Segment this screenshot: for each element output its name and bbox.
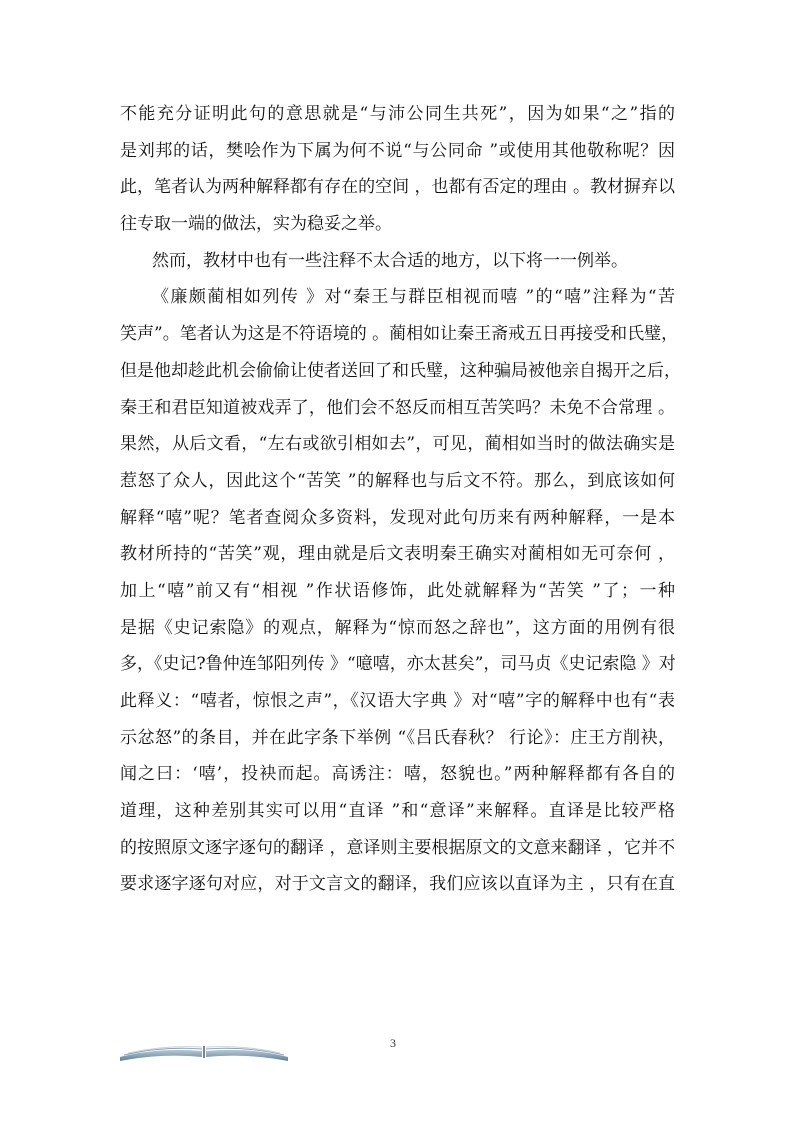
text-line: 教材所持的“苦笑”观，理由就是后文表明秦王确实对蔺相如无可奈何 ， bbox=[120, 544, 675, 565]
text-line: 《廉颇蔺相如列传 》对“秦王与群臣相视而嘻 ”的“嘻”注释为“苦 bbox=[152, 287, 675, 308]
text-line: 此，笔者认为两种解释都有存在的空间 ，也都有否定的理由 。教材摒弃以 bbox=[120, 177, 675, 198]
text-line: 要求逐字逐句对应，对于文言文的翻译，我们应该以直译为主 ，只有在直 bbox=[120, 874, 675, 895]
text-line: 是刘邦的话，樊哙作为下属为何不说“与公同命 ”或使用其他敬称呢？因 bbox=[120, 140, 675, 161]
text-line: 秦王和君臣知道被戏弄了，他们会不怒反而相互苦笑吗？未免不合常理 。 bbox=[120, 397, 675, 418]
paragraph-3 bbox=[120, 279, 681, 903]
text-line: 此释义：“嘻者，惊恨之声”，《汉语大字典 》对“嘻”字的解释中也有“表 bbox=[120, 691, 675, 711]
text-line: 解释“嘻”呢？笔者查阅众多资料，发现对此句历来有两种解释，一是本 bbox=[120, 507, 675, 528]
paragraph-1 bbox=[120, 96, 675, 243]
text-line: 多，《史记?鲁仲连邹阳列传 》“噫嘻，亦太甚矣”，司马贞《史记索隐 》对 bbox=[120, 654, 676, 675]
open-book-icon bbox=[118, 1037, 290, 1061]
text-line: 然而，教材中也有一些注释不太合适的地方，以下将一一例举。 bbox=[152, 250, 628, 271]
text-line: 不能充分证明此句的意思就是“与沛公同生共死”，因为如果“之”指的 bbox=[120, 104, 675, 124]
text-line: 闻之曰：‘嘻’，投袂而起。高诱注：嘻，怒貌也。”两种解释都有各自的 bbox=[120, 764, 675, 785]
text-line: 果然，从后文看，“左右或欲引相如去”，可见，蔺相如当时的做法确实是 bbox=[120, 434, 675, 455]
text-line: 道理，这种差别其实可以用“直译 ”和“意译”来解释。直译是比较严格 bbox=[120, 801, 675, 822]
text-line: 但是他却趁此机会偷偷让使者送回了和氏璧，这种骗局被他亲自揭开之后， bbox=[120, 360, 681, 381]
text-line: 是据《史记索隐》的观点，解释为“惊而怒之辞也”，这方面的用例有很 bbox=[120, 617, 675, 638]
text-line: 示忿怒”的条目，并在此字条下举例 “《吕氏春秋？ 行论》：庄王方削袂， bbox=[120, 727, 675, 748]
text-line: 的按照原文逐字逐句的翻译 ，意译则主要根据原文的文意来翻译 ，它并不 bbox=[120, 837, 675, 858]
document-body bbox=[120, 96, 681, 903]
paragraph-2 bbox=[120, 243, 675, 280]
text-line: 往专取一端的做法，实为稳妥之举。 bbox=[120, 214, 392, 235]
page-number: 3 bbox=[390, 1036, 396, 1050]
text-line: 加上“嘻”前又有“相视 ”作状语修饰，此处就解释为“苦笑 ”了；一种 bbox=[120, 580, 675, 601]
text-line: 惹怒了众人，因此这个“苦笑 ”的解释也与后文不符。那么，到底该如何 bbox=[120, 470, 675, 491]
text-line: 笑声”。笔者认为这是不符语境的 。蔺相如让秦王斋戒五日再接受和氏璧， bbox=[120, 324, 679, 345]
